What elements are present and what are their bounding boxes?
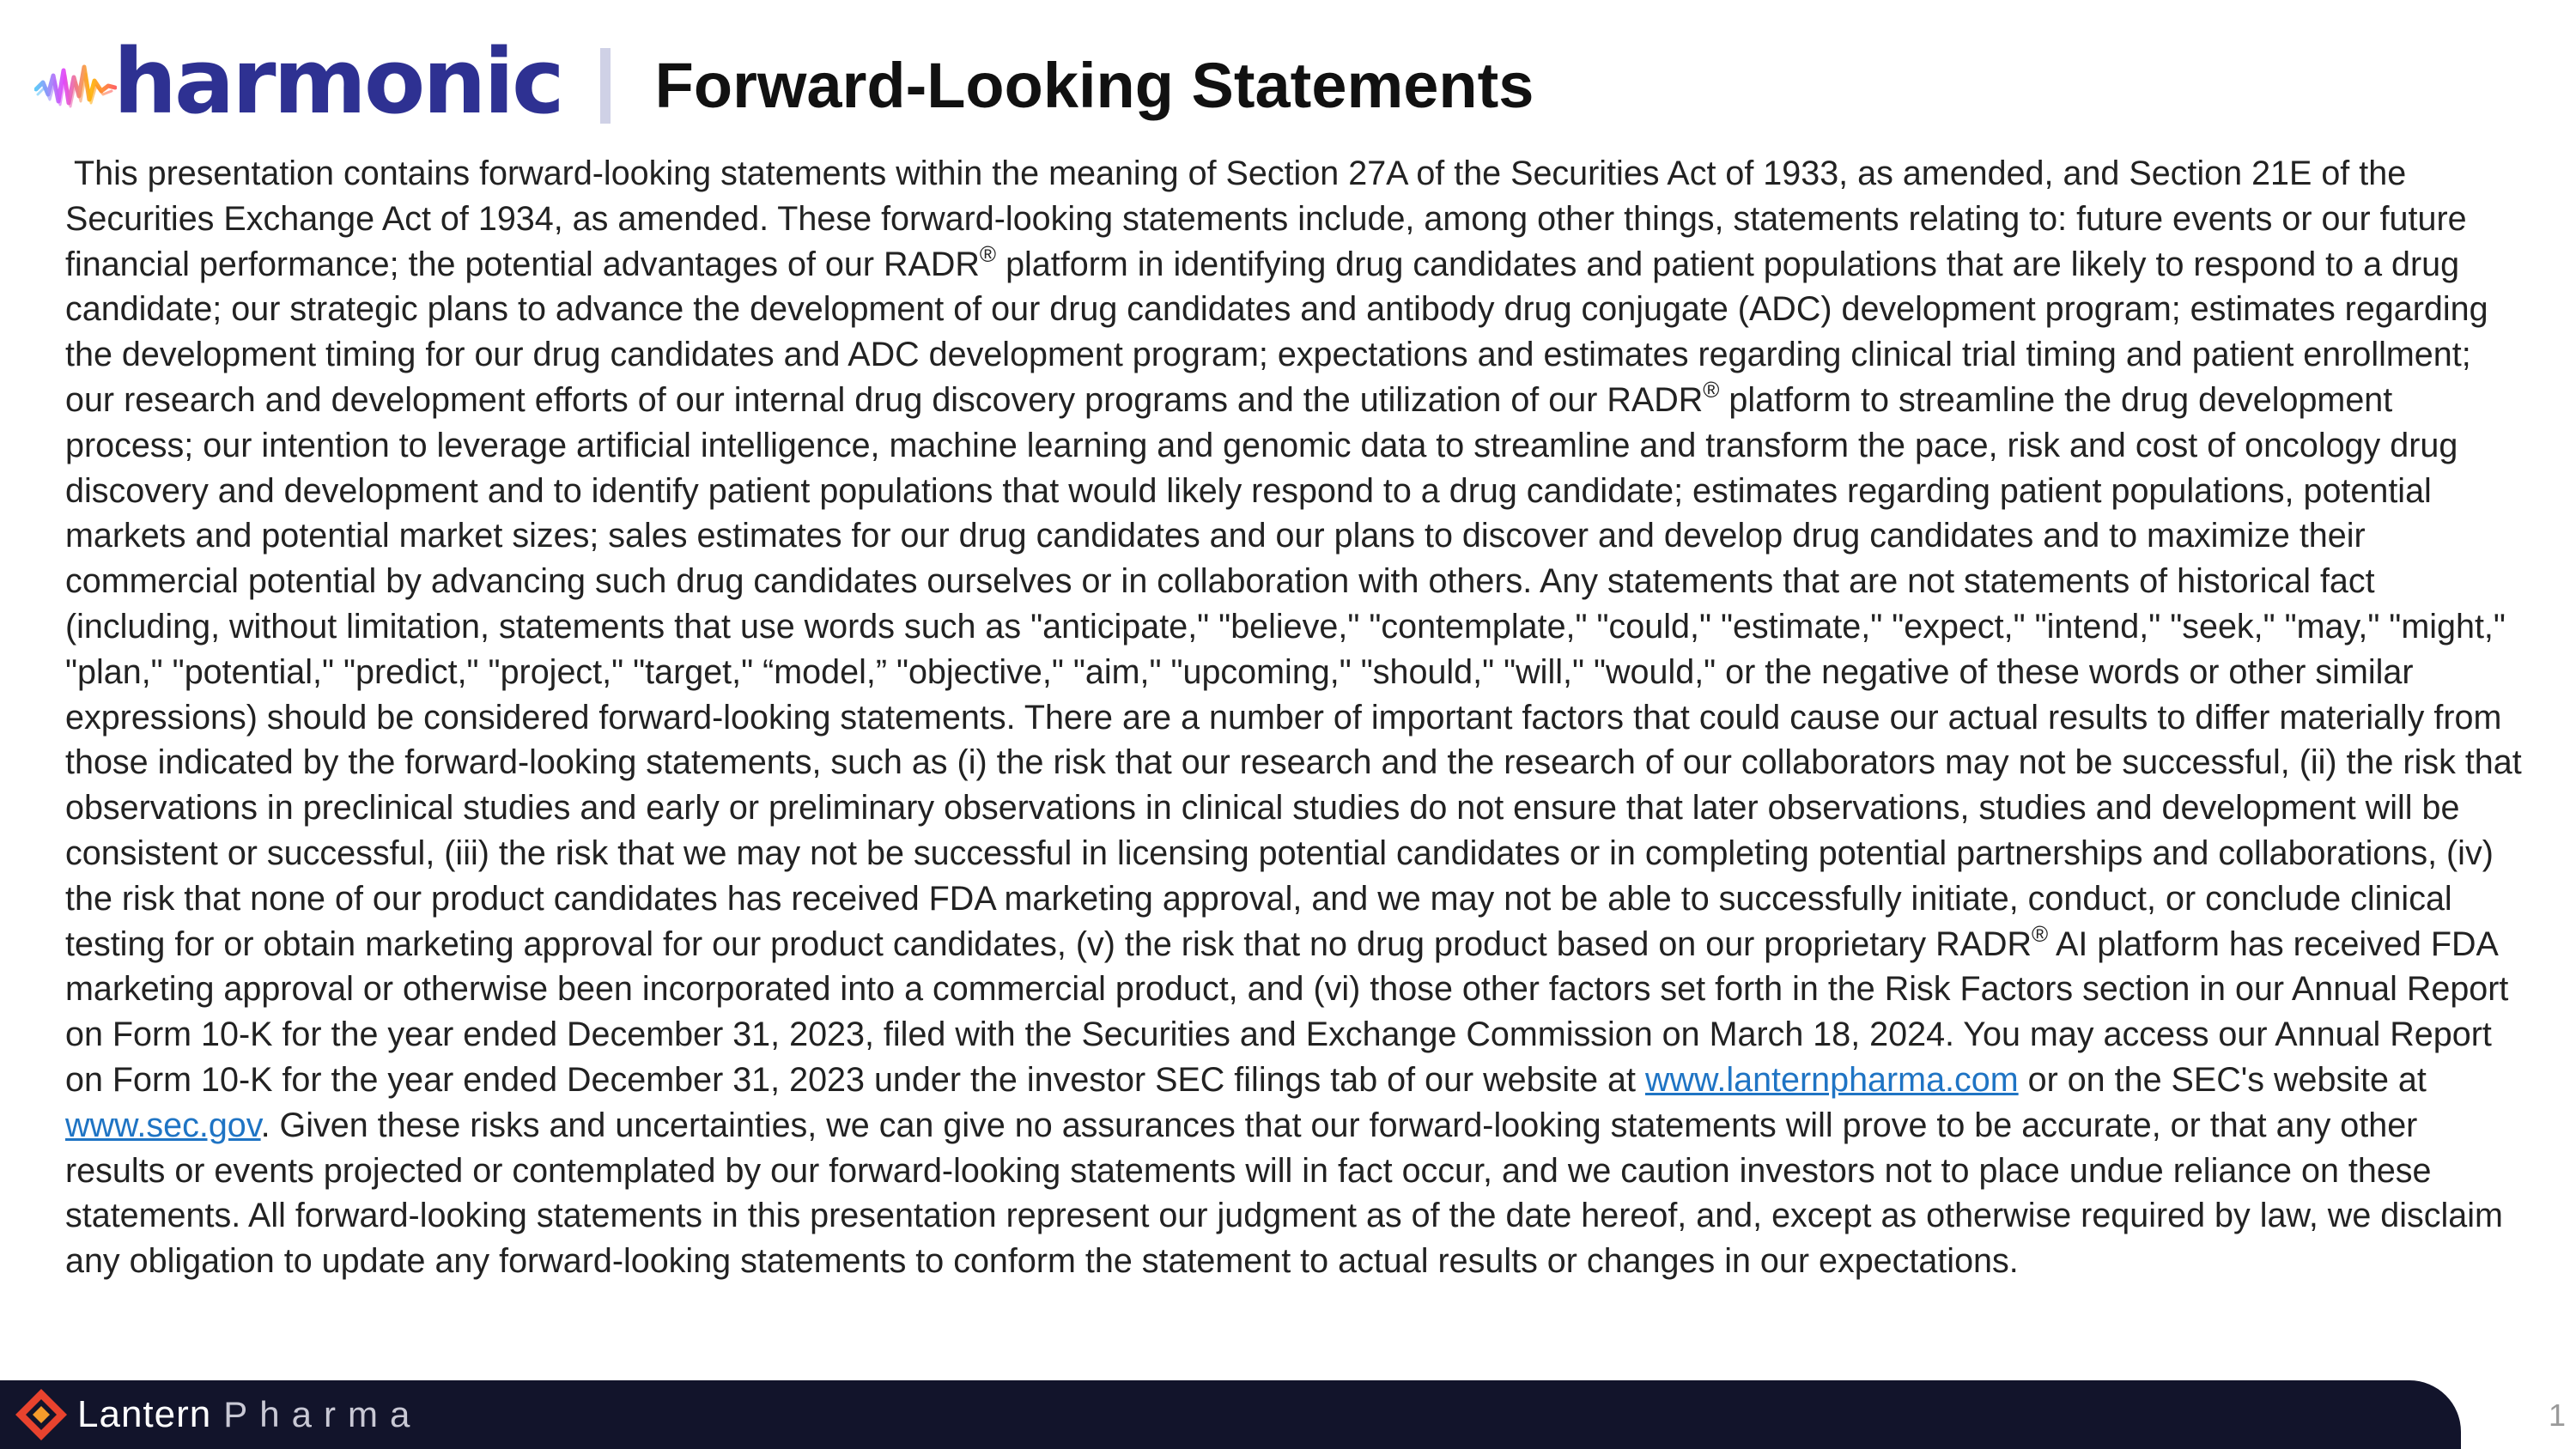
paragraph-segment-2: platform in identifying drug candidates and patient populations that are likely to respond to a drug candidate; our strategic plans to advance the development of our drug candidates and antibody drug conjugate (ADC) development program; estimates regarding the development timing for our drug candidates and ADC development program; expectations and estimates regarding clinical trial timing and patient enrollment; our research and development efforts of our internal drug discovery programs and the utilization of our RADR — [65, 245, 2488, 419]
lantern-brand-sub: Pharma — [223, 1394, 422, 1434]
lantern-diamond-icon — [12, 1385, 70, 1444]
harmonic-logo — [34, 29, 562, 137]
paragraph-segment-1: This presentation contains forward-looking statements within the meaning of Section 27A of the Securities Act of 1933, as amended, and Section 21E of the Securities Exchange Act of 1934, as amended. These forward-looking statements include, among other things, statements relating to: future events or our future financial performance; the potential advantages of our RADR — [65, 155, 2467, 283]
forward-looking-paragraph — [65, 151, 2523, 1284]
sec-gov-link[interactable]: www.sec.gov — [65, 1106, 261, 1144]
lantern-pharma-logo — [12, 1385, 422, 1444]
footer-bar — [0, 1380, 2461, 1449]
paragraph-segment-5: or on the SEC's website at — [2018, 1060, 2427, 1099]
page-number: 1 — [2548, 1397, 2566, 1433]
paragraph-segment-4: AI platform has received FDA marketing approval or otherwise been incorporated into a commercial product, and (vi) those other factors set forth in the Risk Factors section in our Annual Report on Form 10-K for the year ended December 31, 2023, filed with the Securities and Exchange Commission on March 18, 2024. You may access our Annual Report on Form 10-K for the year ended December 31, 2023 under the investor SEC filings tab of our website at — [65, 925, 2509, 1099]
registered-mark: ® — [1703, 376, 1720, 403]
registered-mark: ® — [2032, 920, 2049, 947]
harmonic-logo-text: harmonic — [113, 29, 562, 134]
registered-mark: ® — [979, 240, 997, 267]
slide-header — [34, 29, 1534, 137]
page-title: Forward-Looking Statements — [654, 50, 1534, 121]
header-divider — [600, 48, 611, 124]
lantern-brand-name: Lantern — [77, 1393, 212, 1435]
harmonic-wave-icon — [34, 52, 117, 120]
paragraph-segment-6: . Given these risks and uncertainties, we can give no assurances that our forward-looking statements will prove to be accurate, or that any other results or events projected or contemplated by our forward-looking statements will in fact occur, and we caution investors not to place undue reliance on these statements. All forward-looking statements in this presentation represent our judgment as of the date hereof, and, except as otherwise required by law, we disclaim any obligation to update any forward-looking statements to conform the statement to actual results or changes in our expectations. — [65, 1106, 2503, 1281]
paragraph-segment-3: platform to streamline the drug development process; our intention to leverage artificial intelligence, machine learning and genomic data to streamline and transform the pace, risk and cost of oncology drug discovery and development and to identify patient populations that would likely respond to a drug candidate; estimates regarding patient populations, potential markets and potential market sizes; sales estimates for our drug candidates and our plans to discover and develop drug candidates and to maximize their commercial potential by advancing such drug candidates ourselves or in collaboration with others. Any statements that are not statements of historical fact (including, without limitation, statements that use words such as "anticipate," "believe," "contemplate," "could," "estimate," "expect," "intend," "seek," "may," "might," "plan," "potential," "predict," "project," "target," “model,” "objective," "aim," "upcoming," "should," "will," "would," or the negative of these words or other similar expressions) should be considered forward-looking statements. There are a number of important factors that could cause our actual results to differ materially from those indicated by the forward-looking statements, such as (i) the risk that our research and the research of our collaborators may not be successful, (ii) the risk that observations in preclinical studies and early or preliminary observations in clinical studies do not ensure that later observations, studies and development will be consistent or successful, (iii) the risk that we may not be successful in licensing potential candidates or in completing potential partnerships and collaborations, (iv) the risk that none of our product candidates has received FDA marketing approval, and we may not be able to successfully initiate, conduct, or conclude clinical testing for or obtain marketing approval for our product candidates, (v) the risk that no drug product based on our proprietary RADR — [65, 380, 2522, 963]
lanternpharma-link[interactable]: www.lanternpharma.com — [1644, 1060, 2019, 1099]
